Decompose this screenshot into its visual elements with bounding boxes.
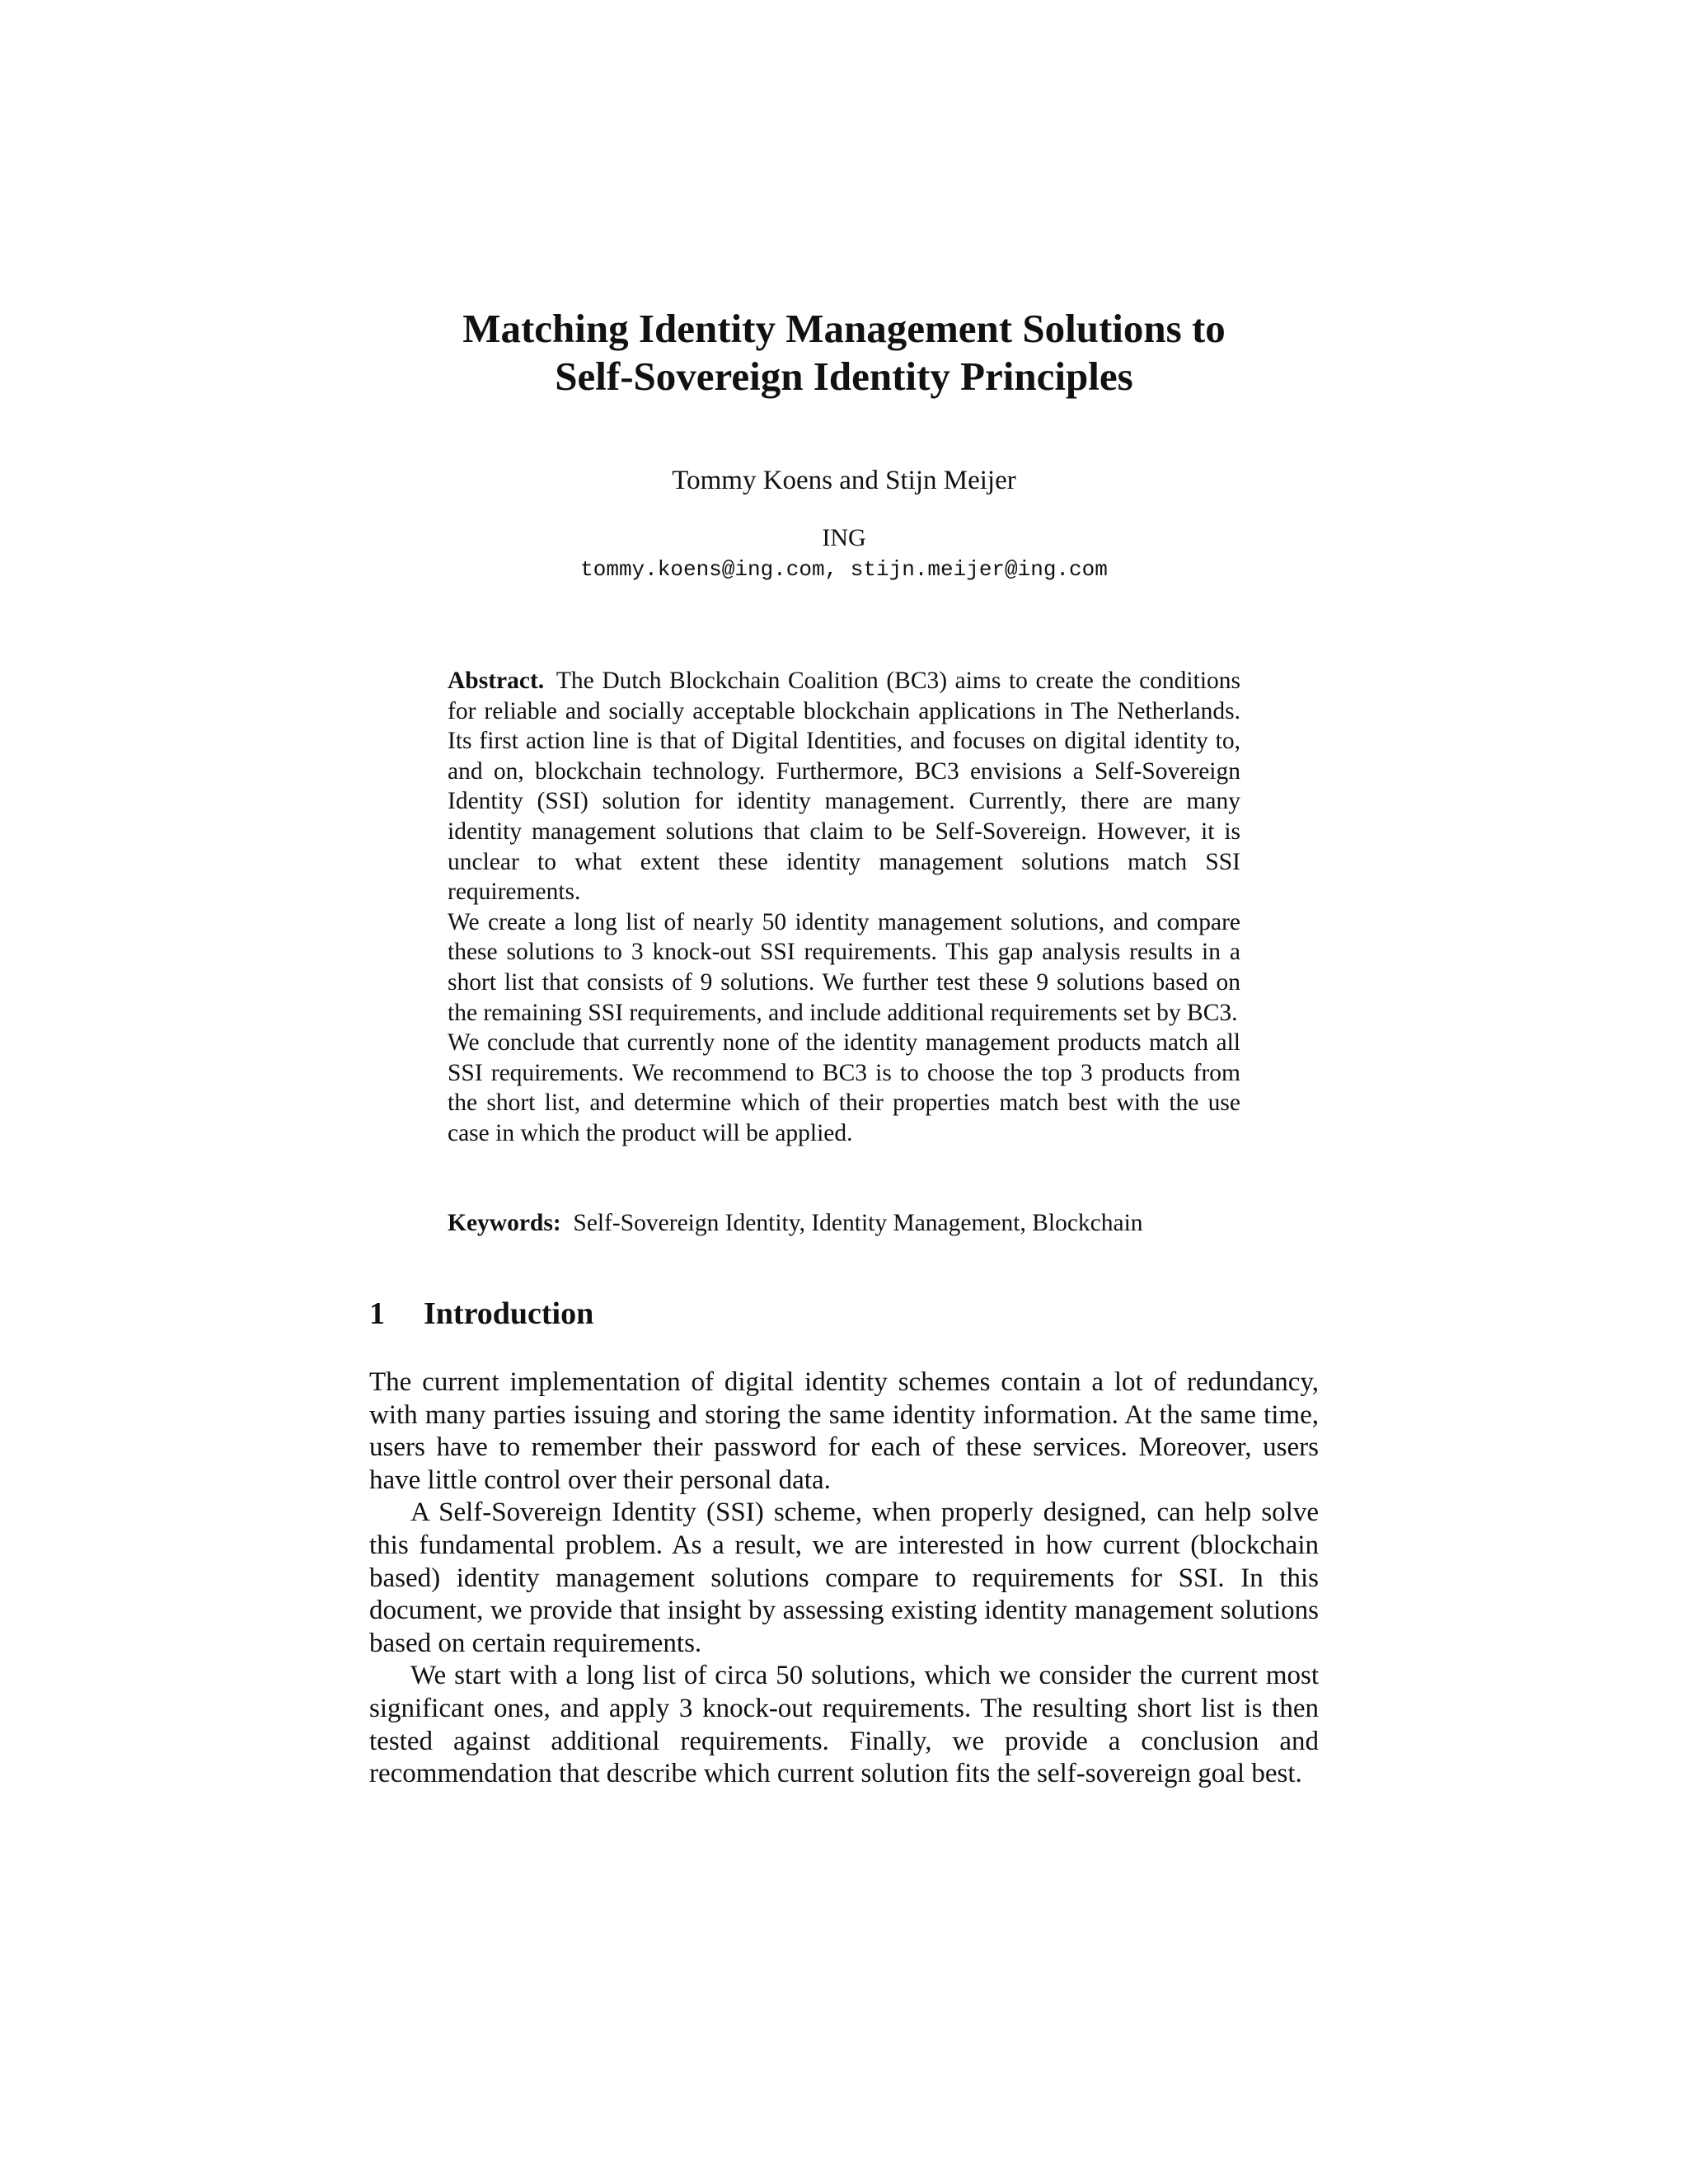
abstract-block xyxy=(448,666,1240,1149)
intro-paragraph-2: A Self-Sovereign Identity (SSI) scheme, when properly designed, can help solve this fundamental problem. As a result, we are interested in how current (blockchain based) identity management solutions compare to requirements for SSI. In this document, we provide that insight by assessing existing identity management solutions based on certain requirements. xyxy=(369,1497,1319,1658)
abstract-paragraph-1 xyxy=(448,666,1240,907)
section-heading-introduction xyxy=(369,1295,593,1333)
section-number: 1 xyxy=(369,1296,385,1331)
intro-paragraph-3: We start with a long list of circa 50 solutions, which we consider the current most significant ones, and apply 3 knock-out requirements. The resulting short list is then tested against additional requirements. Finally, we provide a conclusion and recommendation that describe which current solution fits the self-sovereign goal best. xyxy=(369,1661,1319,1789)
author-list: Tommy Koens and Stijn Meijer xyxy=(672,466,1016,495)
paper-title xyxy=(0,305,1688,401)
keywords-line xyxy=(448,1208,1240,1239)
section-title: Introduction xyxy=(424,1296,594,1331)
author-affiliation: ING xyxy=(822,524,866,551)
keywords-text: Self-Sovereign Identity, Identity Management, Blockchain xyxy=(573,1210,1143,1236)
author-emails: tommy.koens@ing.com, stijn.meijer@ing.com xyxy=(580,557,1108,582)
abstract-paragraph-2: We create a long list of nearly 50 identity management solutions, and compare these solutions to 3 knock-out SSI requirements. This gap analysis results in a short list that consists of 9 solutions. We further test these 9 solutions based on the remaining SSI requirements, and include additional requirements set by BC3. xyxy=(448,908,1240,1026)
paper-title-line-1: Matching Identity Management Solutions to xyxy=(462,306,1226,351)
paper-title-line-2: Self-Sovereign Identity Principles xyxy=(555,354,1133,399)
introduction-body xyxy=(369,1366,1319,1791)
abstract-label: Abstract. xyxy=(448,668,545,694)
keywords-label: Keywords: xyxy=(448,1210,561,1236)
abstract-text-1: The Dutch Blockchain Coalition (BC3) aims to create the conditions for reliable and socially acceptable blockchain applications in The Netherlands. Its first action line is that of Digital Identities, and focuses on digital identity to, and on, blockchain technology. Furthermore, BC3 envisions a Self-Sovereign Identity (SSI) solution for identity management. Currently, there are many identity management solutions that claim to be Self-Sovereign. However, it is unclear to what extent these identity management solutions match SSI requirements. xyxy=(448,668,1240,906)
abstract-paragraph-3: We conclude that currently none of the identity management products match all SSI requirements. We recommend to BC3 is to choose the top 3 products from the short list, and determine which of their properties match best with the use case in which the product will be applied. xyxy=(448,1029,1240,1146)
intro-paragraph-1: The current implementation of digital identity schemes contain a lot of redundancy, with many parties issuing and storing the same identity information. At the same time, users have to remember their password for each of these services. Moreover, users have little control over their personal data. xyxy=(369,1367,1319,1495)
